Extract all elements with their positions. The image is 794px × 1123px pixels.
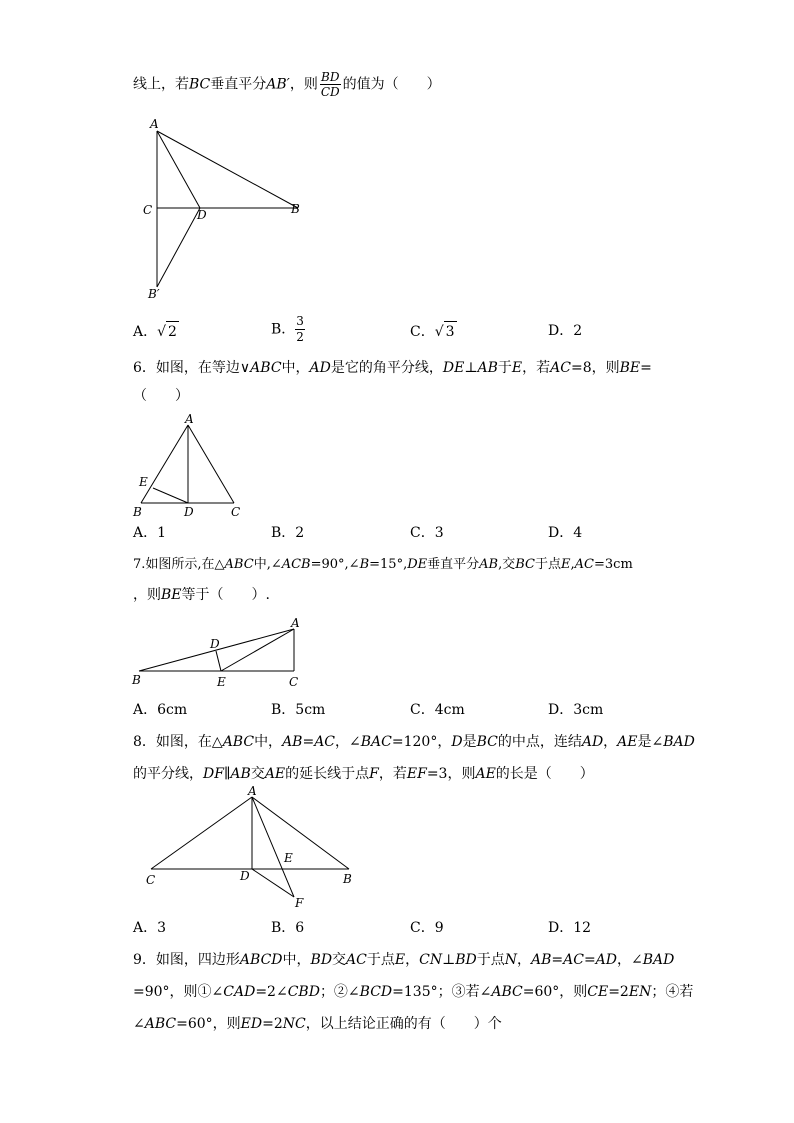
q5-var-ab-prime: AB′ <box>266 76 290 93</box>
q9-stem-line3: ∠ABC=60°，则ED=2NC，以上结论正确的有（ ）个 <box>133 1016 502 1032</box>
q8-option-b[interactable]: B．6 <box>271 920 305 936</box>
q9-stem-line1: 9．如图，四边形ABCD中，BD交AC于点E，CN⊥BD于点N，AB=AC=AD，∠BAD <box>133 952 675 968</box>
q6-option-a[interactable]: A．1 <box>133 525 167 541</box>
q6-option-c[interactable]: C．3 <box>410 525 444 541</box>
q6-label-a: A <box>185 412 194 426</box>
q6-label-d: D <box>184 505 194 519</box>
q5-frac-den: CD <box>320 85 340 99</box>
q5-var-bc: BC <box>189 76 211 93</box>
q8-label-a: A <box>248 784 257 798</box>
q6-label-b: B <box>133 505 142 519</box>
q5-label-c: C <box>143 203 153 217</box>
q7-option-c[interactable]: C．4cm <box>410 702 465 718</box>
q8-label-c: C <box>146 873 156 887</box>
q7-option-b[interactable]: B．5cm <box>271 702 326 718</box>
q5-option-b[interactable]: B． $\frac{3}{2}$ <box>271 314 304 344</box>
q7-stem-line2: ，则BE等于（ ）. <box>133 587 270 603</box>
q7-option-d[interactable]: D．3cm <box>548 702 604 718</box>
q5-text: 线上，若 <box>133 76 189 93</box>
q5-text: 的值为（ ） <box>342 76 441 93</box>
q7-option-a[interactable]: A．6cm <box>133 702 188 718</box>
q7-label-c: C <box>289 675 299 689</box>
q7-label-d: D <box>210 637 220 651</box>
q6-option-b[interactable]: B．2 <box>271 525 305 541</box>
q5-label-a: A <box>150 117 159 131</box>
q5-frac-num: BD <box>321 70 340 84</box>
q8-label-f: F <box>295 896 304 910</box>
q8-stem-line2: 的平分线，DF∥AB交AE的延长线于点F，若EF=3，则AE的长是（ ） <box>133 766 594 782</box>
q7-label-b: B <box>132 673 141 687</box>
q7-stem-line1: 7.如图所示,在△ABC中,∠ACB=90°,∠B=15°,DE垂直平分AB,交BC于点E,AC=3cm <box>133 557 633 572</box>
q8-option-c[interactable]: C．9 <box>410 920 444 936</box>
q7-label-a: A <box>291 616 300 630</box>
q5-label-d: D <box>197 208 207 222</box>
q5-text: ，则 <box>289 76 318 93</box>
q5-label-b: B <box>291 202 300 216</box>
q5-label-b-prime: B′ <box>148 287 160 301</box>
q5-option-d[interactable]: D．2 <box>548 323 583 339</box>
q7-label-e: E <box>217 675 226 689</box>
q6-stem-line2: （ ） <box>133 388 189 404</box>
q8-label-d: D <box>240 869 250 883</box>
q8-label-b: B <box>343 872 352 886</box>
q8-option-d[interactable]: D．12 <box>548 920 592 936</box>
q6-option-d[interactable]: D．4 <box>548 525 583 541</box>
q9-stem-line2: =90°，则①∠CAD=2∠CBD；②∠BCD=135°；③若∠ABC=60°，则CE=2EN；④若 <box>133 984 694 1000</box>
q5-option-c[interactable]: C．√ 3 <box>410 321 457 342</box>
q6-stem-line1: 6．如图，在等边∨ABC中，AD是它的角平分线，DE⊥AB于E，若AC=8，则BE= <box>133 360 652 376</box>
q6-label-c: C <box>231 505 241 519</box>
q8-option-a[interactable]: A．3 <box>133 920 167 936</box>
q5-text: 垂直平分 <box>210 76 267 93</box>
q5-option-a[interactable]: A．√ 2 <box>133 321 179 342</box>
q6-label-e: E <box>139 475 148 489</box>
q8-label-e: E <box>284 851 293 865</box>
q8-stem-line1: 8．如图，在△ABC中，AB=AC，∠BAC=120°，D是BC的中点，连结AD，AE是∠BAD <box>133 734 695 750</box>
